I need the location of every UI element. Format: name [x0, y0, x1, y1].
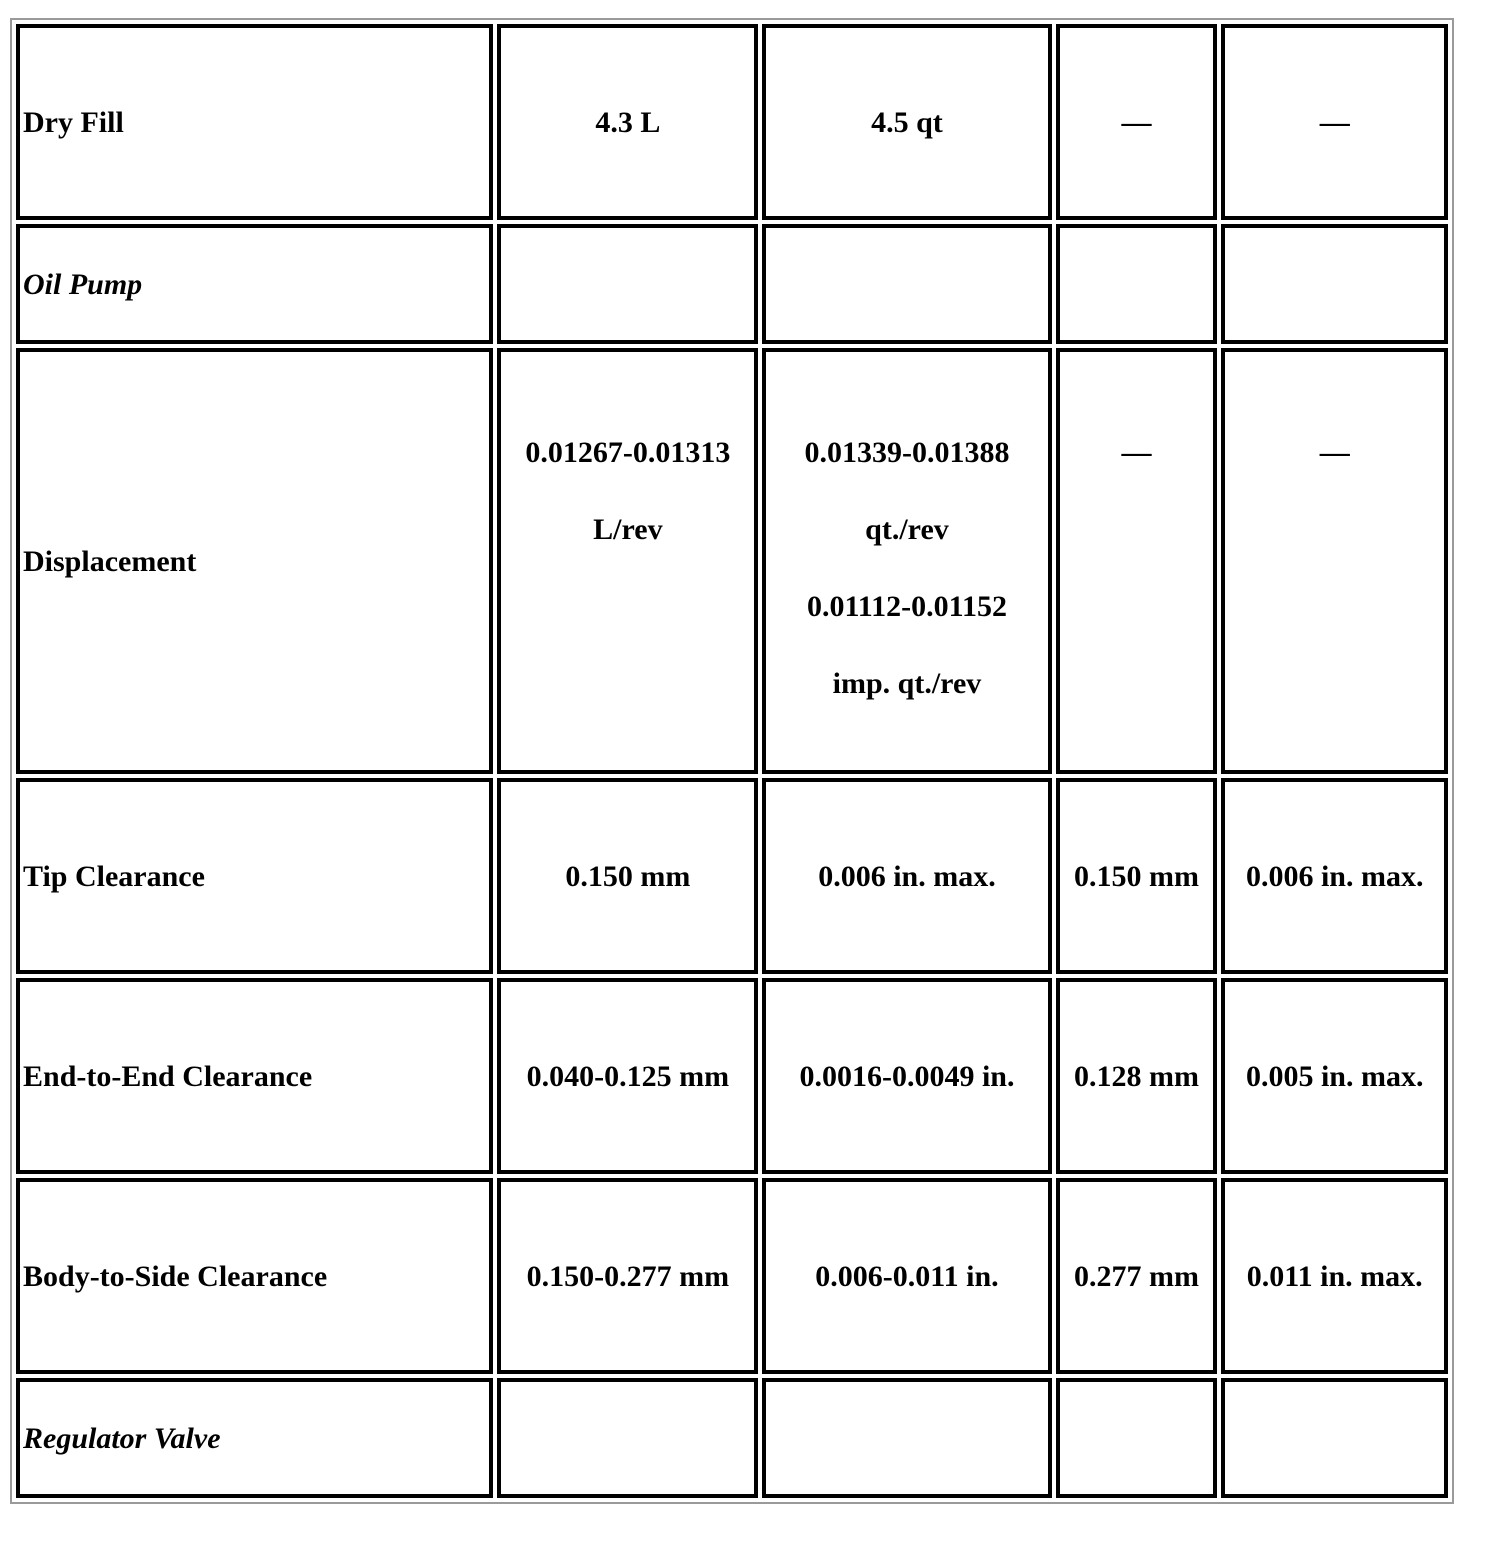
limit-metric-cell — [1056, 978, 1218, 1174]
limit-english-cell — [1221, 224, 1448, 344]
table-row-body-to-side-clearance — [16, 1178, 1448, 1374]
cell-text-line: qt./rev — [865, 513, 949, 546]
cell-text-line: imp. qt./rev — [832, 667, 982, 700]
value-metric-cell — [497, 348, 758, 774]
cell-text-line: — — [1319, 105, 1350, 139]
value-metric-cell — [497, 978, 758, 1174]
limit-metric-cell — [1056, 778, 1218, 974]
value-english-cell — [762, 1178, 1051, 1374]
table-row-dry-fill — [16, 24, 1448, 220]
limit-english-cell — [1221, 348, 1448, 774]
limit-metric-cell — [1056, 224, 1218, 344]
cell-text-line: 0.006 in. max. — [818, 859, 996, 893]
cell-text-line: 0.150 mm — [565, 859, 691, 893]
limit-english-cell — [1221, 1178, 1448, 1374]
value-metric-cell — [497, 778, 758, 974]
limit-english-cell — [1221, 1378, 1448, 1498]
cell-text-line: 0.150-0.277 mm — [526, 1259, 730, 1293]
limit-metric-cell — [1056, 348, 1218, 774]
limit-english-cell — [1221, 778, 1448, 974]
cell-text-line: — — [1121, 105, 1152, 139]
table-row-displacement — [16, 348, 1448, 774]
cell-text-line: 0.011 in. max. — [1246, 1259, 1423, 1293]
table-row-oil-pump — [16, 224, 1448, 344]
specification-table-body — [16, 24, 1448, 1498]
value-english-cell — [762, 978, 1051, 1174]
section-heading-cell: Regulator Valve — [16, 1378, 493, 1498]
cell-text-line: 0.040-0.125 mm — [526, 1059, 730, 1093]
cell-text-line: 0.01339-0.01388 — [804, 436, 1010, 469]
value-english-cell — [762, 778, 1051, 974]
cell-text-line: — — [1319, 436, 1350, 469]
specification-table — [10, 18, 1454, 1504]
value-metric-cell — [497, 224, 758, 344]
limit-english-cell — [1221, 24, 1448, 220]
table-row-end-to-end-clearance — [16, 978, 1448, 1174]
limit-metric-cell — [1056, 24, 1218, 220]
cell-text-line: 0.01112-0.01152 — [806, 590, 1007, 623]
spec-label-cell: Dry Fill — [16, 24, 493, 220]
limit-metric-cell — [1056, 1178, 1218, 1374]
cell-text-line: 4.3 L — [595, 105, 661, 139]
cell-text-line: 0.128 mm — [1074, 1059, 1199, 1093]
table-row-tip-clearance — [16, 778, 1448, 974]
cell-text-line: 0.005 in. max. — [1245, 1059, 1424, 1093]
value-metric-cell — [497, 24, 758, 220]
limit-english-cell — [1221, 978, 1448, 1174]
section-heading-cell: Oil Pump — [16, 224, 493, 344]
value-metric-cell — [497, 1378, 758, 1498]
value-english-cell — [762, 224, 1051, 344]
value-english-cell — [762, 1378, 1051, 1498]
cell-text-line: 0.006 in. max. — [1245, 859, 1424, 893]
cell-text-line: 0.0016-0.0049 in. — [799, 1059, 1015, 1093]
value-english-cell — [762, 348, 1051, 774]
cell-text-line: 0.150 mm — [1074, 859, 1199, 893]
cell-text-line: 0.006-0.011 in. — [815, 1259, 999, 1293]
spec-label-cell: End-to-End Clearance — [16, 978, 493, 1174]
cell-text-line: — — [1121, 436, 1152, 469]
cell-text-line: 0.01267-0.01313 — [525, 436, 731, 469]
spec-label-cell: Tip Clearance — [16, 778, 493, 974]
table-row-regulator-valve — [16, 1378, 1448, 1498]
value-metric-cell — [497, 1178, 758, 1374]
spec-label-cell: Body-to-Side Clearance — [16, 1178, 493, 1374]
spec-label-cell: Displacement — [16, 348, 493, 774]
cell-text-line: L/rev — [593, 513, 663, 546]
value-english-cell — [762, 24, 1051, 220]
cell-text-line: 4.5 qt — [871, 105, 943, 139]
limit-metric-cell — [1056, 1378, 1218, 1498]
cell-text-line: 0.277 mm — [1074, 1259, 1199, 1293]
